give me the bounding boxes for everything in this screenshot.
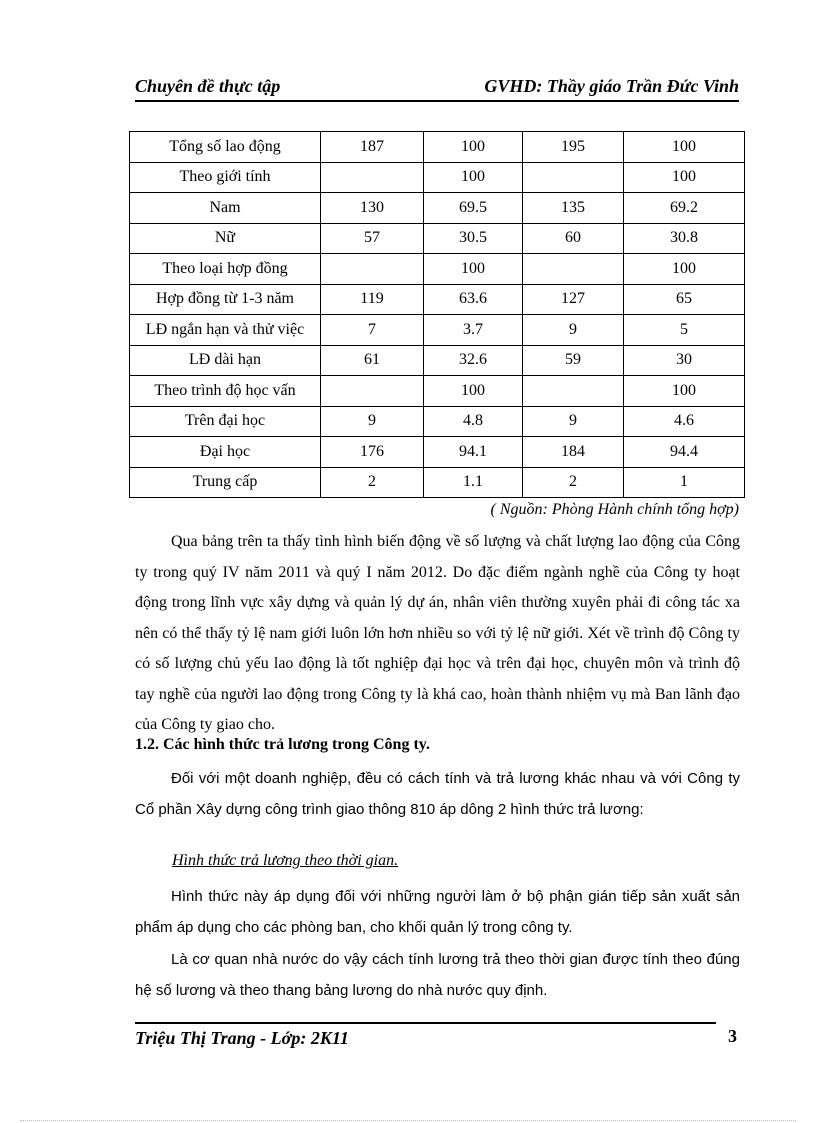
row-label-cell: LĐ dài hạn (130, 345, 321, 376)
paragraph-analysis (135, 527, 740, 741)
row-label-cell: Theo giới tính (130, 162, 321, 193)
row-label-cell: LĐ ngắn hạn và thử việc (130, 315, 321, 346)
row-label-cell: Nữ (130, 223, 321, 254)
footer-rule (135, 1022, 716, 1024)
table-row (130, 162, 745, 193)
value-cell: 30.8 (624, 223, 745, 254)
value-cell: 184 (523, 437, 624, 468)
value-cell: 69.2 (624, 193, 745, 224)
subheading-time-wage: Hình thức trả lương theo thời gian. (172, 852, 399, 869)
value-cell: 57 (321, 223, 424, 254)
value-cell: 9 (321, 406, 424, 437)
value-cell: 9 (523, 406, 624, 437)
labor-table (129, 131, 745, 498)
row-label-cell: Nam (130, 193, 321, 224)
header-supervisor: GVHD: Thầy giáo Trần Đức Vinh (484, 76, 739, 96)
table-row (130, 132, 745, 163)
value-cell: 61 (321, 345, 424, 376)
section-heading: 1.2. Các hình thức trả lương trong Công ty. (135, 736, 430, 753)
value-cell: 60 (523, 223, 624, 254)
table-row (130, 223, 745, 254)
value-cell: 3.7 (424, 315, 523, 346)
value-cell: 100 (624, 376, 745, 407)
value-cell: 1 (624, 467, 745, 498)
value-cell: 9 (523, 315, 624, 346)
value-cell: 65 (624, 284, 745, 315)
value-cell: 4.8 (424, 406, 523, 437)
header-title: Chuyên đề thực tập (135, 76, 281, 96)
table-row (130, 376, 745, 407)
value-cell: 187 (321, 132, 424, 163)
table-row (130, 406, 745, 437)
table-row (130, 345, 745, 376)
paragraph-time-wage-scope-text: Hình thức này áp dụng đối với những người làm ở bộ phận gián tiếp sản xuất sản phẩm áp dụng cho các phòng ban, cho khối quản lý trong công ty. (135, 888, 740, 936)
table-row (130, 254, 745, 285)
row-label-cell: Đại học (130, 437, 321, 468)
value-cell (321, 162, 424, 193)
value-cell (321, 376, 424, 407)
table-row (130, 284, 745, 315)
value-cell: 30 (624, 345, 745, 376)
value-cell: 100 (424, 254, 523, 285)
value-cell: 100 (624, 254, 745, 285)
value-cell: 32.6 (424, 345, 523, 376)
value-cell: 127 (523, 284, 624, 315)
header-rule (135, 100, 739, 102)
value-cell: 195 (523, 132, 624, 163)
row-label-cell: Theo trình độ học vấn (130, 376, 321, 407)
value-cell: 100 (424, 376, 523, 407)
value-cell: 100 (624, 162, 745, 193)
value-cell: 30.5 (424, 223, 523, 254)
row-label-cell: Theo loại hợp đồng (130, 254, 321, 285)
value-cell: 59 (523, 345, 624, 376)
table-row (130, 315, 745, 346)
value-cell: 135 (523, 193, 624, 224)
table-row (130, 437, 745, 468)
value-cell: 94.4 (624, 437, 745, 468)
value-cell: 2 (321, 467, 424, 498)
paragraph-time-wage-scope (135, 882, 740, 943)
value-cell: 7 (321, 315, 424, 346)
row-label-cell: Hợp đồng từ 1-3 năm (130, 284, 321, 315)
value-cell: 4.6 (624, 406, 745, 437)
value-cell: 69.5 (424, 193, 523, 224)
paragraph-intro (135, 764, 740, 825)
value-cell (523, 162, 624, 193)
paragraph-analysis-text: Qua bảng trên ta thấy tình hình biến động về số lượng và chất lượng lao động của Công ty trong quý IV năm 2011 và quý I năm 2012. Do đặc điểm ngành nghề của Công ty hoạt động trong lĩnh vực xây dựng và quản lý dự án, nhân viên thường xuyên phải đi công tác xa nên có thể thấy tỷ lệ nam giới luôn lớn hơn nhiều so với tỷ lệ nữ giới. Xét về trình độ Công ty có số lượng chủ yếu lao động là tốt nghiệp đại học và trên đại học, chuyên môn và trình độ tay nghề của người lao động trong Công ty là khá cao, hoàn thành nhiệm vụ mà Ban lãnh đạo của Công ty giao cho. (135, 533, 740, 733)
page-number: 3 (728, 1026, 737, 1046)
value-cell: 100 (424, 162, 523, 193)
row-label-cell: Trung cấp (130, 467, 321, 498)
table-row (130, 193, 745, 224)
table-row (130, 467, 745, 498)
paragraph-intro-text: Đối với một doanh nghiệp, đều có cách tính và trả lương khác nhau và với Công ty Cổ phần Xây dựng công trình giao thông 810 áp dông 2 hình thức trả lương: (135, 770, 740, 818)
page-edge (20, 1120, 796, 1121)
value-cell: 100 (624, 132, 745, 163)
table-source: ( Nguồn: Phòng Hành chính tổng hợp) (490, 501, 739, 518)
value-cell: 1.1 (424, 467, 523, 498)
value-cell: 176 (321, 437, 424, 468)
paragraph-time-wage-rule-text: Là cơ quan nhà nước do vậy cách tính lương trả theo thời gian được tính theo đúng hệ số lương và theo thang bảng lương do nhà nước quy định. (135, 951, 740, 999)
value-cell (523, 376, 624, 407)
page-header (135, 76, 739, 100)
value-cell (321, 254, 424, 285)
paragraph-time-wage-rule (135, 945, 740, 1006)
value-cell: 119 (321, 284, 424, 315)
row-label-cell: Trên đại học (130, 406, 321, 437)
value-cell: 100 (424, 132, 523, 163)
value-cell: 94.1 (424, 437, 523, 468)
footer-author: Triệu Thị Trang - Lớp: 2K11 (135, 1028, 349, 1048)
value-cell: 130 (321, 193, 424, 224)
value-cell (523, 254, 624, 285)
row-label-cell: Tổng số lao động (130, 132, 321, 163)
value-cell: 63.6 (424, 284, 523, 315)
value-cell: 2 (523, 467, 624, 498)
value-cell: 5 (624, 315, 745, 346)
